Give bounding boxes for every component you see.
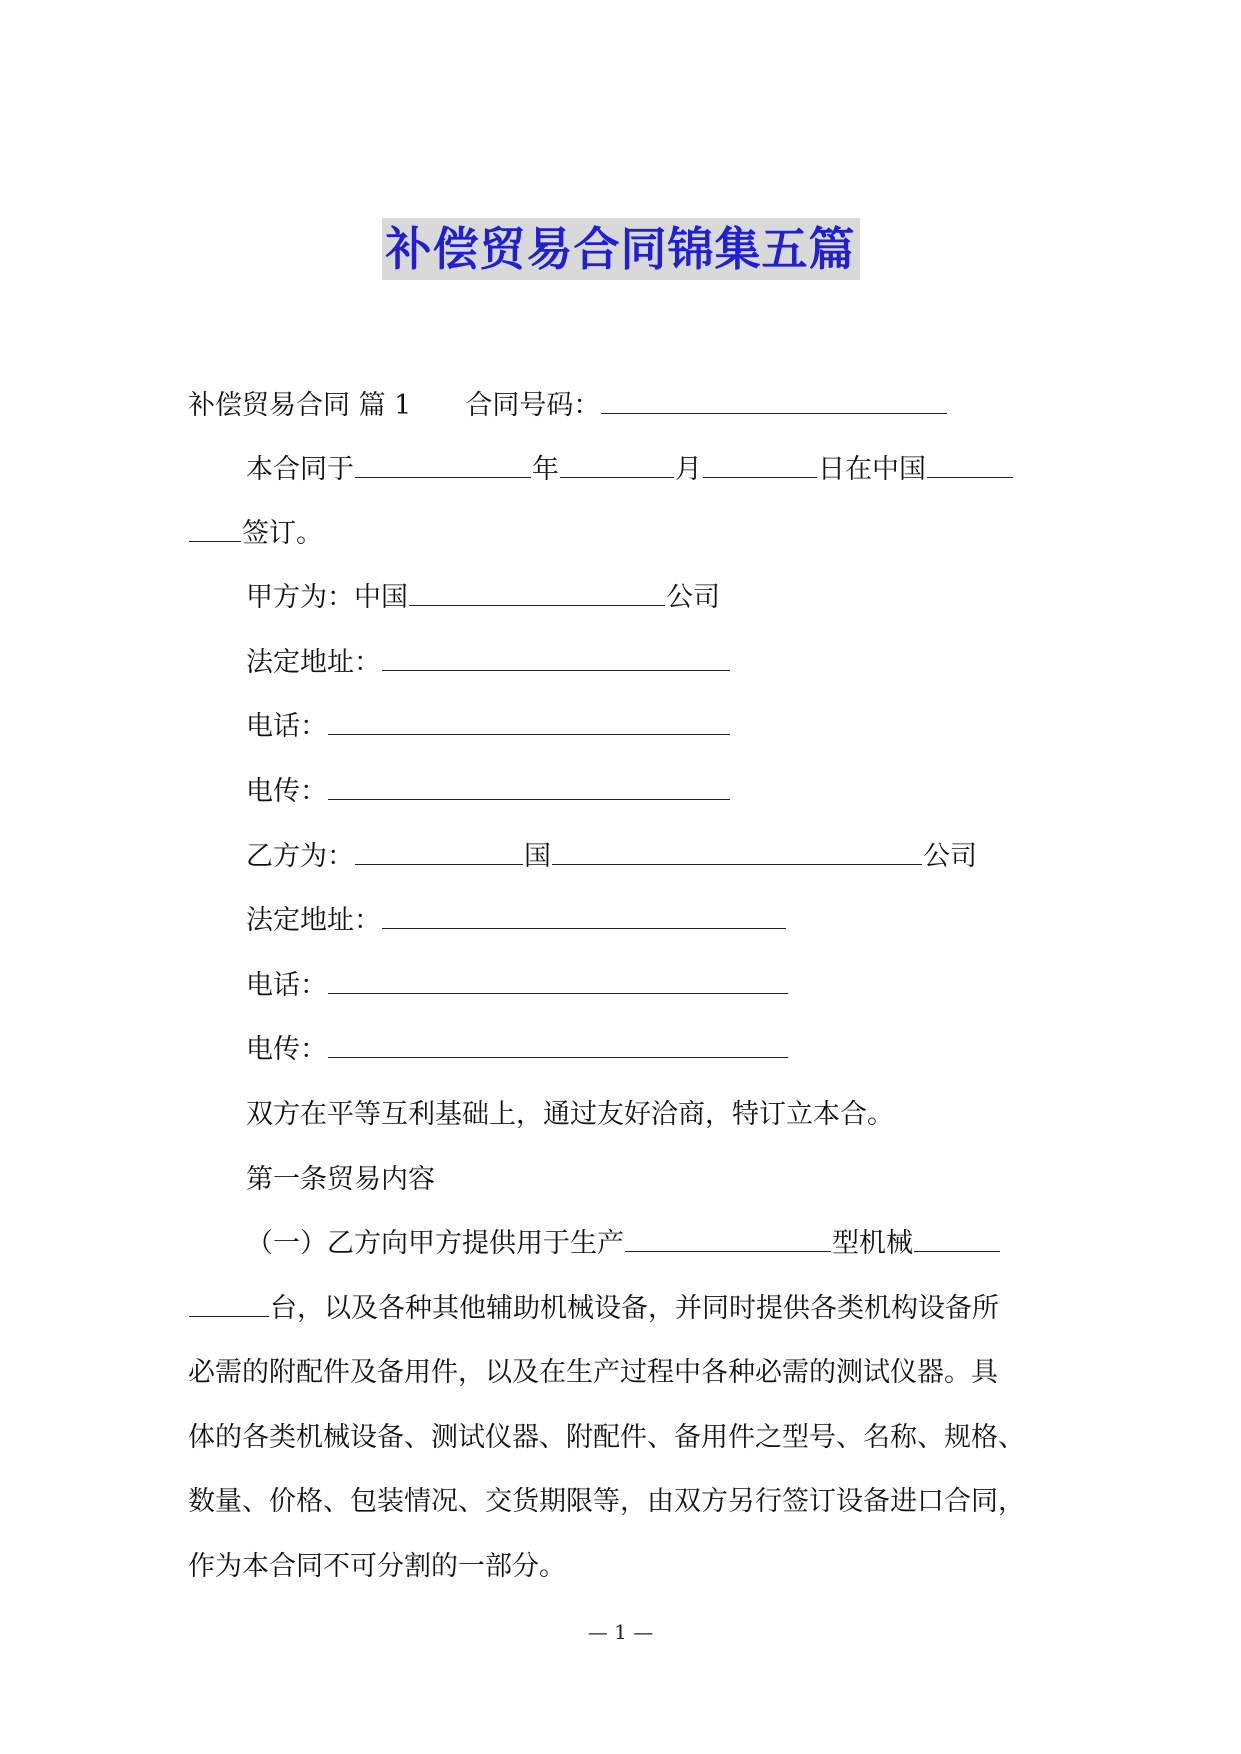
party-a-name-blank [409,579,665,606]
party-b-label: 乙方为： [246,841,354,872]
party-a-address-label: 法定地址： [246,647,381,678]
contract-number-label: 合同号码： [465,390,601,421]
party-a-address-line [246,643,731,683]
party-a-fax-blank [328,773,730,800]
party-a-fax-line [246,772,731,812]
year-blank [355,451,531,478]
party-a-phone-line [246,707,731,747]
party-a-label: 甲方为：中国 [246,582,408,613]
party-b-country-label: 国 [524,841,551,872]
party-b-phone-line [246,966,789,1006]
article-1-text-a: （一）乙方向甲方提供用于生产 [246,1228,624,1259]
article-1-line-1 [246,1224,1001,1264]
signed-text: 签订。 [242,518,323,549]
place-blank-cont [189,515,241,542]
article-1-title: 第一条贸易内容 [246,1164,435,1195]
day-blank [703,451,817,478]
party-b-fax-line [246,1030,789,1070]
quantity-blank [914,1225,1000,1252]
article-1-line-3: 必需的附配件及备用件，以及在生产过程中各种必需的测试仪器。具 [188,1357,998,1388]
party-b-country-blank [355,838,523,865]
party-b-address-line [246,901,787,941]
article-1-text-b: 型机械 [832,1228,913,1259]
month-label: 月 [675,454,702,485]
party-a-phone-blank [328,708,730,735]
party-a-address-blank [382,644,730,671]
party-b-phone-label: 电话： [246,970,327,1001]
article-1-line-4: 体的各类机械设备、测试仪器、附配件、备用件之型号、名称、规格、 [188,1422,1025,1453]
party-b-name-blank [552,838,922,865]
party-a-phone-label: 电话： [246,711,327,742]
party-b-fax-label: 电传： [246,1034,327,1065]
party-b-address-blank [382,902,786,929]
contract-section-label: 补偿贸易合同 篇 1 [188,390,412,421]
date-prefix-text: 本合同于 [246,454,354,485]
page-number: — 1 — [587,1620,654,1644]
article-1-line-6: 作为本合同不可分割的一部分。 [188,1551,566,1582]
quantity-blank-cont [189,1290,269,1317]
year-label: 年 [532,454,559,485]
day-place-label: 日在中国 [818,454,926,485]
party-b-phone-blank [328,967,788,994]
party-b-line [246,837,977,877]
party-a-company-label: 公司 [666,582,720,613]
month-blank [560,451,674,478]
agreement-text: 双方在平等互利基础上，通过友好洽商，特订立本合。 [246,1099,894,1130]
title-container [0,218,1241,280]
party-b-company-label: 公司 [923,841,977,872]
article-1-line-5: 数量、价格、包装情况、交货期限等，由双方另行签订设备进口合同， [188,1486,1025,1517]
model-blank [625,1225,831,1252]
document-title: 补偿贸易合同锦集五篇 [382,218,860,280]
article-1-line-2 [188,1289,999,1329]
party-a-line [246,578,720,618]
contract-number-blank [601,387,947,414]
party-b-address-label: 法定地址： [246,905,381,936]
party-a-fax-label: 电传： [246,776,327,807]
date-line [246,450,1014,490]
party-b-fax-blank [328,1031,788,1058]
article-1-text-c: 台，以及各种其他辅助机械设备，并同时提供各类机构设备所 [270,1293,999,1324]
contract-header-line [188,386,948,426]
date-line-cont [188,514,323,554]
place-blank [927,451,1013,478]
